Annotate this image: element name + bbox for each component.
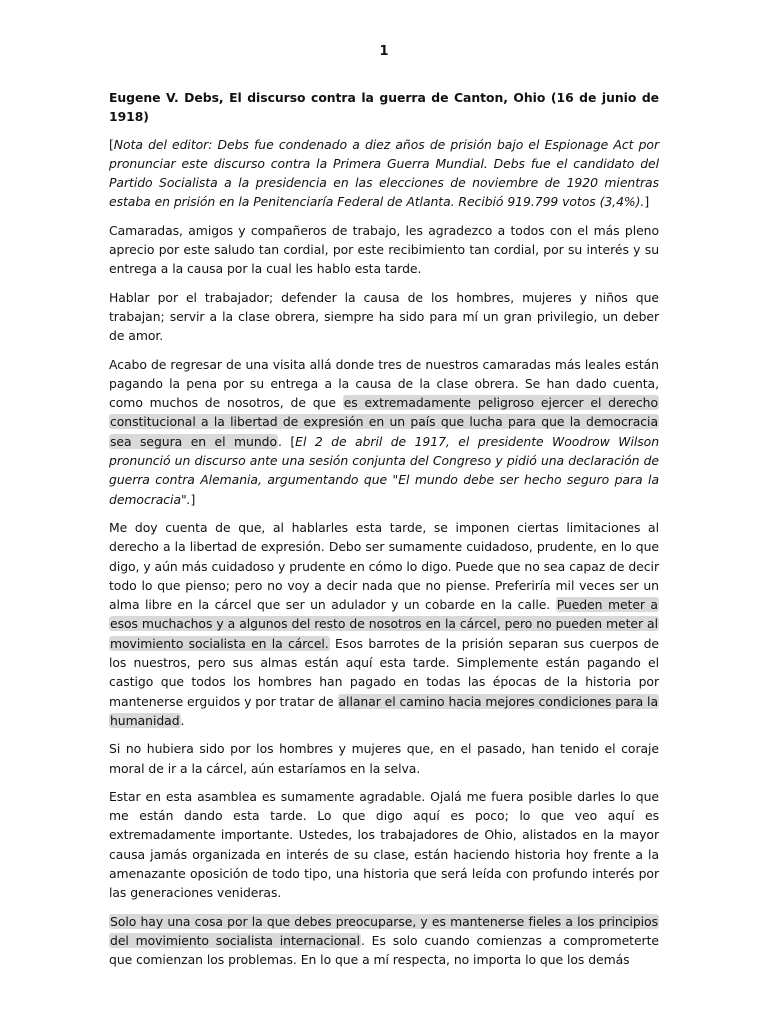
paragraph-assembly: Estar en esta asamblea es sumamente agradable. Ojalá me fuera posible darles lo que me están dando esta tarde. Lo que digo aquí es poco; lo que veo aquí es extremadamente importante. Ustedes, los trabajadores de Ohio, alistados en la mayor causa jamás organizada en interés de su clase, están haciendo historia hoy frente a la amenazante oposición de todo tipo, una historia que será leída con profundo interés por las generaciones venideras.: [109, 788, 659, 901]
highlight-jail: Pueden meter a esos muchachos y a algunos del resto de nosotros en la cárcel, pero no pueden meter al movimiento socialista en la cárcel.: [110, 597, 658, 651]
highlight-principles: Solo hay una cosa por la que debes preocuparse, y es mantenerse fieles a los principios del movimiento socialista internacional: [110, 913, 658, 948]
paragraph-principles: Solo hay una cosa por la que debes preocuparse, y es mantenerse fieles a los principios del movimiento socialista internacional. Es solo cuando comienzas a comprometerte que comienzan los problemas. En lo que a mí respecta, no importa lo que los demás: [109, 913, 659, 968]
paragraph-courage: Si no hubiera sido por los hombres y mujeres que, en el pasado, han tenido el coraje moral de ir a la cárcel, aún estaríamos en la selva.: [109, 741, 659, 776]
highlight-humanity: allanar el camino hacia mejores condiciones para la humanidad: [110, 693, 658, 728]
paragraph-greeting: Camaradas, amigos y compañeros de trabajo, les agradezco a todos con el más pleno aprecio por este saludo tan cordial, por este recibimiento tan cordial, por su interés y su entrega a la causa por la cual les hablo esta tarde.: [109, 222, 659, 277]
editor-note-paragraph: [Nota del editor: Debs fue condenado a diez años de prisión bajo el Espionage Act por pronunciar este discurso contra la Primera Guerra Mundial. Debs fue el candidato del Partido Socialista a la presidencia en las elecciones de noviembre de 1920 mientras estaba en prisión en la Penitenciaría Federal de Atlanta. Recibió 919.799 votos (3,4%).]: [109, 136, 659, 210]
editor-note: Nota del editor: Debs fue condenado a diez años de prisión bajo el Espionage Act por pronunciar este discurso contra la Primera Guerra Mundial. Debs fue el candidato del Partido Socialista a la presidencia en las elecciones de noviembre de 1920 mientras estaba en prisión en la Penitenciaría Federal de Atlanta. Recibió 919.799 votos (3,4%).: [109, 136, 659, 210]
paragraph-limitations: Me doy cuenta de que, al hablarles esta tarde, se imponen ciertas limitaciones al derecho a la libertad de expresión. Debo ser sumamente cuidadoso, prudente, en lo que digo, y aún más cuidadoso y prudente en cómo lo digo. Puede que no sea capaz de decir todo lo que pienso; pero no voy a decir nada que no piense. Preferiría mil veces ser un alma libre en la cárcel que ser un adulador y un cobarde en la calle. Pueden meter a esos muchachos y a algunos del resto de nosotros en la cárcel, pero no pueden meter al movimiento socialista en la cárcel. Esos barrotes de la prisión separan sus cuerpos de los nuestros, pero sus almas están aquí esta tarde. Simplemente están pagando el castigo que todos los hombres han pagado en todas las épocas de la historia por mantenerse erguidos y por tratar de allanar el camino hacia mejores condiciones para la humanidad.: [109, 519, 659, 728]
page-number: 1: [379, 44, 389, 59]
document-title: Eugene V. Debs, El discurso contra la guerra de Canton, Ohio (16 de junio de 1918): [109, 90, 659, 125]
document-body: [109, 88, 659, 978]
wilson-note: El 2 de abril de 1917, el presidente Woodrow Wilson pronunció un discurso ante una sesión conjunta del Congreso y pidió una declaración de guerra contra Alemania, argumentando que "El mundo debe ser hecho seguro para la democracia".: [109, 433, 660, 507]
highlight-free-speech: es extremadamente peligroso ejercer el derecho constitucional a la libertad de expresión en un país que lucha para que la democracia sea segura en el mundo: [110, 395, 658, 449]
paragraph-worker: Hablar por el trabajador; defender la causa de los hombres, mujeres y niños que trabajan; servir a la clase obrera, siempre ha sido para mí un gran privilegio, un deber de amor.: [109, 289, 659, 344]
paragraph-visit: Acabo de regresar de una visita allá donde tres de nuestros camaradas más leales están pagando la pena por su entrega a la causa de la clase obrera. Se han dado cuenta, como muchos de nosotros, de que es extremadamente peligroso ejercer el derecho constitucional a la libertad de expresión en un país que lucha para que la democracia sea segura en el mundo. [El 2 de abril de 1917, el presidente Woodrow Wilson pronunció un discurso ante una sesión conjunta del Congreso y pidió una declaración de guerra contra Alemania, argumentando que "El mundo debe ser hecho seguro para la democracia".]: [109, 356, 660, 507]
